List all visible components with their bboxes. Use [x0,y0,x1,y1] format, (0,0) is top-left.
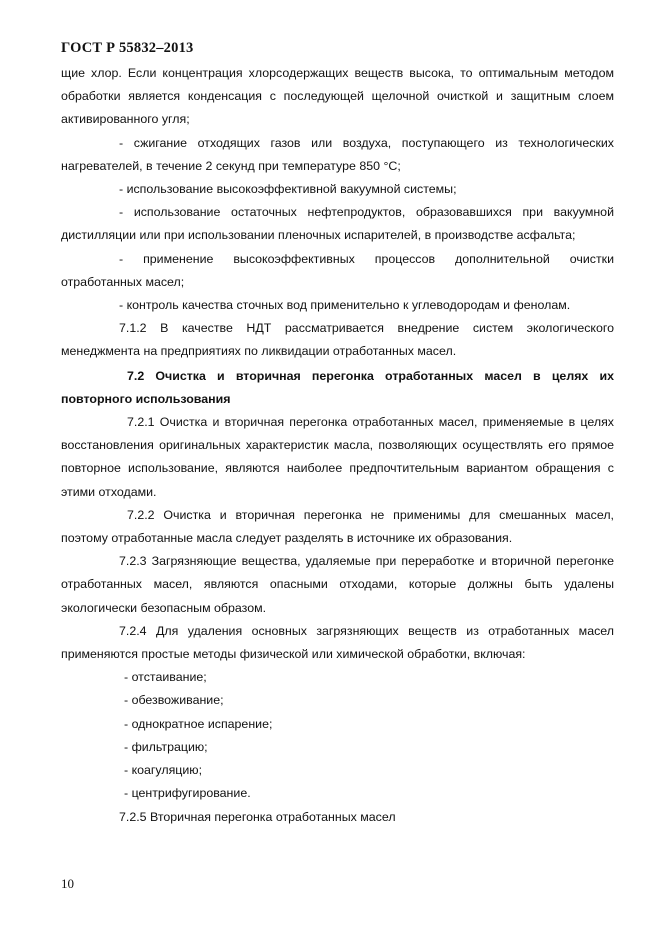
paragraph: - применение высокоэффективных процессов дополнительной очистки отработанных масел; [61,251,614,289]
paragraph: - контроль качества сточных вод применительно к углеводородам и фенолам. [119,298,571,313]
paragraph: 7.2.4 Для удаления основных загрязняющих веществ из отработанных масел применяются простые методы физической или химической обработки, включая: [61,623,614,662]
section-heading: 7.2 Очистка и вторичная перегонка отработанных масел в целях их повторного использования [61,368,614,406]
document-body [61,62,614,829]
paragraph: 7.2.3 Загрязняющие вещества, удаляемые при переработке и вторичной перегонке отработанных масел, являются опасными отходами, которые должны быть удалены экологически безопасным образом. [61,554,614,615]
paragraph: - использование высокоэффективной вакуумной системы; [119,182,457,197]
list-item: - коагуляцию; [124,763,203,778]
document-header: ГОСТ Р 55832–2013 [61,40,194,56]
paragraph: щие хлор. Если концентрация хлорсодержащих веществ высока, то оптимальным методом обработки является конденсация с последующей щелочной очисткой и защитным слоем активированного угля; [61,66,614,127]
paragraph: - сжигание отходящих газов или воздуха, поступающего из технологических нагревателей, в течение 2 секунд при температуре 850 °С; [61,135,614,173]
list-item: - отстаивание; [124,670,207,685]
paragraph: - использование остаточных нефтепродуктов, образовавшихся при вакуумной дистилляции или при использовании пленочных испарителей, в производстве асфальта; [61,205,614,243]
list-item: - обезвоживание; [124,693,224,708]
list-item: - центрифугирование. [124,786,251,801]
list-item: - фильтрацию; [124,739,208,754]
paragraph: 7.2.5 Вторичная перегонка отработанных масел [119,809,396,824]
paragraph: 7.2.2 Очистка и вторичная перегонка не применимы для смешанных масел, поэтому отработанные масла следует разделять в источнике их образования. [61,507,614,546]
page-number: 10 [61,876,74,891]
paragraph: 7.1.2 В качестве НДТ рассматривается внедрение систем экологического менеджмента на предприятиях по ликвидации отработанных масел. [61,321,614,359]
paragraph: 7.2.1 Очистка и вторичная перегонка отработанных масел, применяемые в целях восстановления оригинальных характеристик масла, позволяющих осуществлять его прямое повторное использование, являются наиболее предпочтительным вариантом обращения с этими отходами. [61,415,614,499]
list-item: - однократное испарение; [124,716,273,731]
